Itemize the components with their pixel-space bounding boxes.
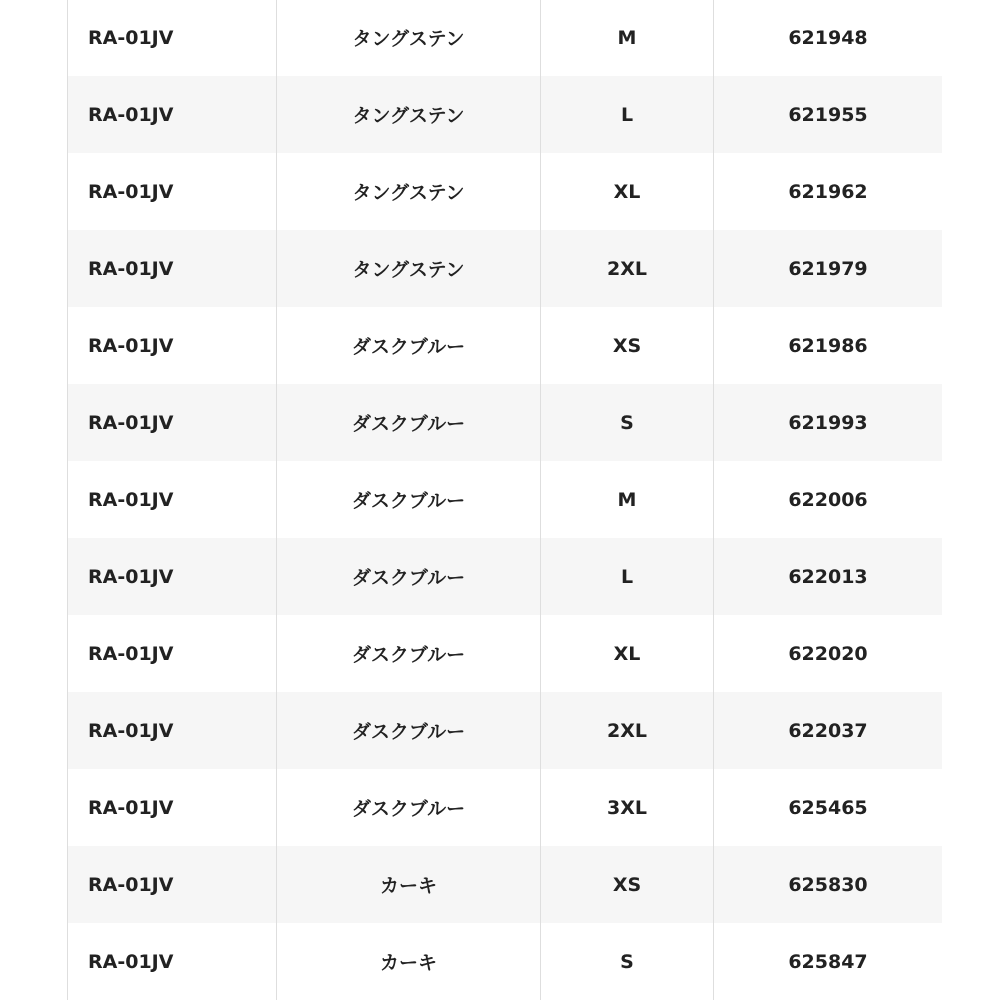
product-code-cell: 621986	[714, 307, 943, 384]
model-cell: RA-01JV	[68, 0, 277, 76]
model-cell: RA-01JV	[68, 692, 277, 769]
table-row	[68, 846, 943, 923]
model-cell: RA-01JV	[68, 384, 277, 461]
color-cell: カーキ	[277, 923, 541, 1000]
table-row	[68, 307, 943, 384]
table-row	[68, 538, 943, 615]
size-cell: L	[541, 76, 714, 153]
product-code-cell: 621962	[714, 153, 943, 230]
table-row	[68, 153, 943, 230]
model-cell: RA-01JV	[68, 923, 277, 1000]
color-cell: ダスクブルー	[277, 769, 541, 846]
model-cell: RA-01JV	[68, 615, 277, 692]
model-cell: RA-01JV	[68, 76, 277, 153]
size-cell: XL	[541, 153, 714, 230]
color-cell: タングステン	[277, 76, 541, 153]
color-cell: ダスクブルー	[277, 692, 541, 769]
product-code-cell: 622020	[714, 615, 943, 692]
color-cell: タングステン	[277, 153, 541, 230]
color-cell: ダスクブルー	[277, 307, 541, 384]
color-cell: ダスクブルー	[277, 461, 541, 538]
table-container	[67, 0, 942, 1000]
color-cell: ダスクブルー	[277, 538, 541, 615]
table-row	[68, 0, 943, 76]
model-cell: RA-01JV	[68, 538, 277, 615]
size-cell: S	[541, 384, 714, 461]
product-code-cell: 625830	[714, 846, 943, 923]
model-cell: RA-01JV	[68, 230, 277, 307]
color-cell: ダスクブルー	[277, 384, 541, 461]
size-cell: XL	[541, 615, 714, 692]
table-row	[68, 230, 943, 307]
product-code-cell: 622006	[714, 461, 943, 538]
size-cell: M	[541, 461, 714, 538]
size-cell: M	[541, 0, 714, 76]
model-cell: RA-01JV	[68, 307, 277, 384]
color-cell: タングステン	[277, 230, 541, 307]
product-code-cell: 621993	[714, 384, 943, 461]
product-spec-table	[67, 0, 942, 1000]
color-cell: タングステン	[277, 0, 541, 76]
model-cell: RA-01JV	[68, 461, 277, 538]
product-code-cell: 621979	[714, 230, 943, 307]
table-row	[68, 769, 943, 846]
product-code-cell: 622013	[714, 538, 943, 615]
size-cell: 2XL	[541, 692, 714, 769]
table-row	[68, 384, 943, 461]
table-row	[68, 461, 943, 538]
product-code-cell: 625847	[714, 923, 943, 1000]
size-cell: 3XL	[541, 769, 714, 846]
table-row	[68, 692, 943, 769]
size-cell: L	[541, 538, 714, 615]
product-code-cell: 625465	[714, 769, 943, 846]
product-code-cell: 621955	[714, 76, 943, 153]
size-cell: XS	[541, 846, 714, 923]
table-row	[68, 76, 943, 153]
size-cell: S	[541, 923, 714, 1000]
color-cell: カーキ	[277, 846, 541, 923]
size-cell: XS	[541, 307, 714, 384]
model-cell: RA-01JV	[68, 846, 277, 923]
table-row	[68, 615, 943, 692]
model-cell: RA-01JV	[68, 769, 277, 846]
table-row	[68, 923, 943, 1000]
product-code-cell: 622037	[714, 692, 943, 769]
model-cell: RA-01JV	[68, 153, 277, 230]
color-cell: ダスクブルー	[277, 615, 541, 692]
table-body	[68, 0, 943, 1000]
product-code-cell: 621948	[714, 0, 943, 76]
size-cell: 2XL	[541, 230, 714, 307]
